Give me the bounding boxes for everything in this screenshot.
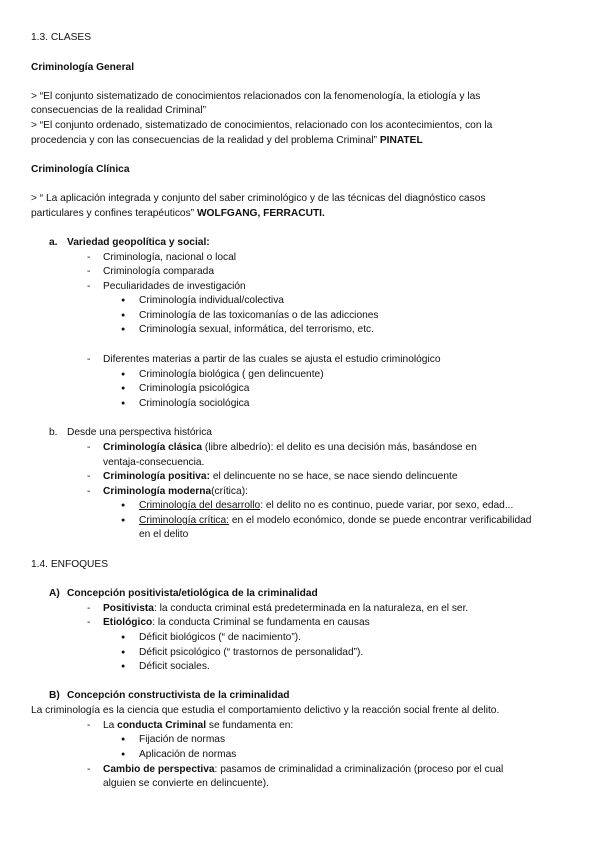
normas-item: ● Aplicación de normas	[139, 748, 236, 763]
perspectiva-positiva: - Criminología positiva: el delincuente no se hace, se nace siendo delincuente	[103, 470, 458, 485]
perspectiva-critica-cont: en el delito	[139, 529, 189, 540]
list-marker-B: B)	[49, 690, 60, 701]
variedad-item: - Peculiaridades de investigación	[103, 280, 246, 295]
quote-clinica-line2: particulares y confines terapéuticos” WOLFGANG, FERRACUTI.	[31, 208, 325, 219]
variedad-item: - Criminología comparada	[103, 265, 214, 280]
concepcion-a-positivista: - Positivista: la conducta criminal está predeterminada en la naturaleza, en el ser.	[103, 602, 468, 617]
concepcion-b-cambio-cont: alguien se convierte en delincuente).	[103, 778, 269, 789]
normas-item: ● Fijación de normas	[139, 733, 225, 748]
quote-clinica-line1: > “ La aplicación integrada y conjunto del saber criminológico y de las técnicas del diagnóstico casos	[31, 193, 486, 204]
author-wolfgang-ferracuti: WOLFGANG, FERRACUTI.	[196, 208, 325, 219]
author-pinatel: PINATEL	[379, 135, 423, 146]
perspectiva-title: Desde una perspectiva histórica	[67, 427, 212, 438]
variedad-subitem: ● Criminología sexual, informática, del terrorismo, etc.	[139, 323, 374, 338]
deficit-item: ● Déficit psicológico (“ trastornos de personalidad”).	[139, 646, 363, 661]
list-marker-a: a.	[49, 237, 58, 248]
section-title-1-4: 1.4. ENFOQUES	[31, 559, 108, 570]
variedad-subitem: ● Criminología de las toxicomanías o de las adicciones	[139, 309, 379, 324]
variedad-subitem: ● Criminología biológica ( gen delincuente)	[139, 368, 324, 383]
concepcion-b-title: Concepción constructivista de la criminalidad	[67, 690, 290, 701]
variedad-title: Variedad geopolítica y social:	[67, 237, 210, 248]
concepcion-a-title: Concepción positivista/etiológica de la criminalidad	[67, 588, 318, 599]
perspectiva-clasica: - Criminología clásica (libre albedrío): el delito es una decisión más, basándose en	[103, 441, 477, 456]
perspectiva-desarrollo: ● Criminología del desarrollo: el delito no es continuo, puede variar, por sexo, edad...	[139, 499, 513, 514]
list-marker-b: b.	[49, 427, 58, 438]
perspectiva-critica: ● Criminología crítica: en el modelo económico, donde se puede encontrar verificabilidad	[139, 514, 531, 529]
perspectiva-clasica-cont: ventaja-consecuencia.	[103, 457, 205, 468]
variedad-item: - Diferentes materias a partir de las cuales se ajusta el estudio criminológico	[103, 353, 440, 368]
concepcion-b-intro: La criminología es la ciencia que estudia el comportamiento delictivo y la reacción social frente al delito.	[31, 705, 500, 716]
concepcion-b-cambio: - Cambio de perspectiva: pasamos de criminalidad a criminalización (proceso por el cual	[103, 763, 503, 778]
deficit-item: ● Déficit sociales.	[139, 660, 210, 675]
quote-general-1-line2: consecuencias de la realidad Criminal”	[31, 105, 206, 116]
section-title-1-3: 1.3. CLASES	[31, 32, 92, 43]
concepcion-b-conducta: - La conducta Criminal se fundamenta en:	[103, 719, 293, 734]
quote-general-2-line1: > “El conjunto ordenado, sistematizado de conocimientos, relacionado con los acontecimientos, con la	[31, 120, 493, 131]
quote-general-1-line1: > “El conjunto sistematizado de conocimientos relacionados con la fenomenología, la etiología y las	[31, 91, 481, 102]
quote-general-2-line2: procedencia y con las consecuencias de la realidad y del problema Criminal” PINATEL	[31, 135, 423, 146]
concepcion-a-etiologico: - Etiológico: la conducta Criminal se fundamenta en causas	[103, 616, 370, 631]
variedad-subitem: ● Criminología sociológica	[139, 397, 249, 412]
heading-criminologia-clinica: Criminología Clínica	[31, 164, 130, 175]
variedad-subitem: ● Criminología individual/colectiva	[139, 294, 284, 309]
deficit-item: ● Déficit biológicos (“ de nacimiento”).	[139, 631, 301, 646]
perspectiva-moderna: - Criminología moderna(crítica):	[103, 485, 248, 500]
heading-criminologia-general: Criminología General	[31, 62, 135, 73]
variedad-subitem: ● Criminología psicológica	[139, 382, 249, 397]
list-marker-A: A)	[49, 588, 60, 599]
variedad-item: - Criminología, nacional o local	[103, 251, 236, 266]
